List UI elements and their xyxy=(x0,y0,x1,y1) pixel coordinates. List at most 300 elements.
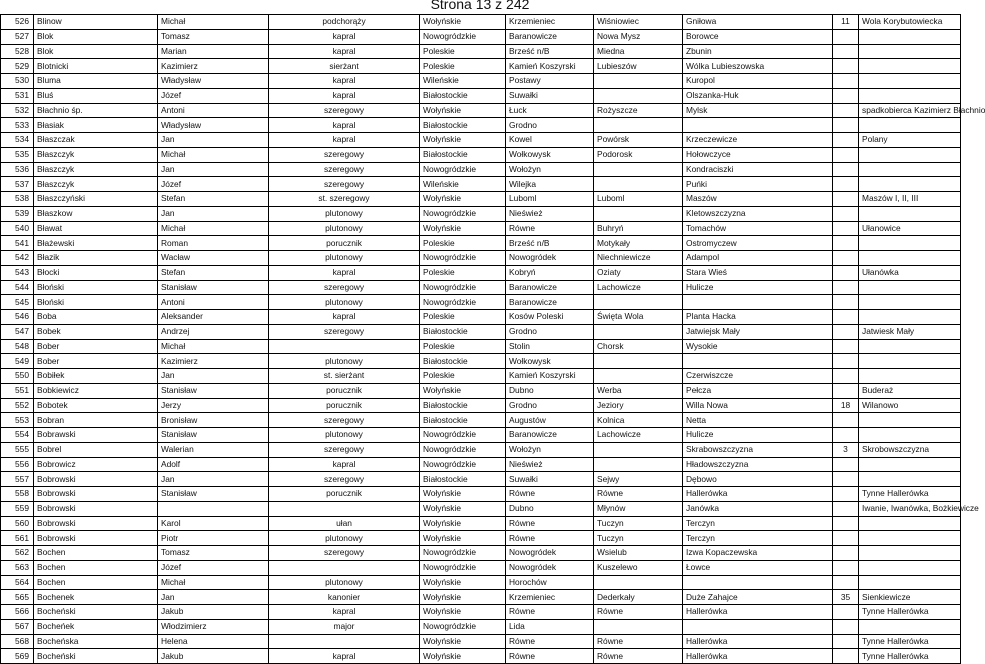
cell-voivodeship: Wołyńskie xyxy=(420,133,506,148)
cell-remarks: Wola Korybutowiecka xyxy=(859,15,961,30)
cell-commune: Buhryń xyxy=(594,221,683,236)
cell-settlement xyxy=(683,354,833,369)
cell-row-number: 540 xyxy=(1,221,34,236)
cell-house-number xyxy=(833,29,859,44)
cell-county: Równe xyxy=(506,649,594,664)
cell-rank: porucznik xyxy=(269,383,420,398)
cell-house-number: 18 xyxy=(833,398,859,413)
cell-house-number xyxy=(833,310,859,325)
cell-row-number: 532 xyxy=(1,103,34,118)
cell-settlement: Jatwiejsk Mały xyxy=(683,324,833,339)
cell-first-name: Tomasz xyxy=(158,29,269,44)
cell-voivodeship: Wileńskie xyxy=(420,177,506,192)
table-row xyxy=(1,251,961,266)
cell-commune xyxy=(594,118,683,133)
cell-commune: Powórsk xyxy=(594,133,683,148)
table-row xyxy=(1,295,961,310)
table-row xyxy=(1,472,961,487)
cell-commune: Kuszelewo xyxy=(594,560,683,575)
cell-first-name: Jan xyxy=(158,472,269,487)
table-row xyxy=(1,44,961,59)
cell-voivodeship: Nowogródzkie xyxy=(420,560,506,575)
cell-commune xyxy=(594,74,683,89)
cell-commune: Kolnica xyxy=(594,413,683,428)
cell-county: Wołkowysk xyxy=(506,354,594,369)
cell-surname: Bober xyxy=(34,339,158,354)
cell-row-number: 553 xyxy=(1,413,34,428)
cell-remarks xyxy=(859,369,961,384)
cell-settlement: Hulicze xyxy=(683,428,833,443)
cell-county: Nowogródek xyxy=(506,560,594,575)
table-row xyxy=(1,531,961,546)
cell-county: Równe xyxy=(506,221,594,236)
cell-house-number xyxy=(833,118,859,133)
cell-voivodeship: Białostockie xyxy=(420,472,506,487)
table-row xyxy=(1,457,961,472)
cell-voivodeship: Wołyńskie xyxy=(420,605,506,620)
cell-county: Wilejka xyxy=(506,177,594,192)
cell-settlement: Zbunin xyxy=(683,44,833,59)
cell-remarks: spadkobierca Kazimierz Błachnio xyxy=(859,103,961,118)
cell-settlement: Willa Nowa xyxy=(683,398,833,413)
cell-rank: plutonowy xyxy=(269,428,420,443)
cell-house-number xyxy=(833,88,859,103)
table-row xyxy=(1,369,961,384)
table-row xyxy=(1,162,961,177)
cell-county: Nieśwież xyxy=(506,206,594,221)
cell-row-number: 531 xyxy=(1,88,34,103)
cell-voivodeship: Poleskie xyxy=(420,339,506,354)
cell-county: Suwałki xyxy=(506,88,594,103)
cell-rank: plutonowy xyxy=(269,295,420,310)
cell-voivodeship: Wołyńskie xyxy=(420,516,506,531)
cell-row-number: 546 xyxy=(1,310,34,325)
cell-county: Równe xyxy=(506,634,594,649)
cell-voivodeship: Nowogródzkie xyxy=(420,546,506,561)
cell-commune: Młynów xyxy=(594,501,683,516)
cell-county: Horochów xyxy=(506,575,594,590)
cell-commune xyxy=(594,177,683,192)
cell-voivodeship: Wołyńskie xyxy=(420,531,506,546)
cell-row-number: 557 xyxy=(1,472,34,487)
cell-rank: szeregowy xyxy=(269,442,420,457)
table-row xyxy=(1,236,961,251)
cell-commune xyxy=(594,295,683,310)
cell-first-name: Stanisław xyxy=(158,280,269,295)
cell-voivodeship: Wileńskie xyxy=(420,74,506,89)
cell-voivodeship: Nowogródzkie xyxy=(420,280,506,295)
cell-surname: Bocheński xyxy=(34,649,158,664)
cell-settlement: Duże Zahajce xyxy=(683,590,833,605)
cell-voivodeship: Poleskie xyxy=(420,59,506,74)
cell-settlement xyxy=(683,619,833,634)
cell-surname: Bochen xyxy=(34,575,158,590)
cell-settlement: Terczyn xyxy=(683,531,833,546)
cell-house-number xyxy=(833,501,859,516)
cell-surname: Bluma xyxy=(34,74,158,89)
cell-surname: Boba xyxy=(34,310,158,325)
cell-voivodeship: Białostockie xyxy=(420,324,506,339)
cell-commune xyxy=(594,575,683,590)
cell-county: Brześć n/B xyxy=(506,236,594,251)
cell-surname: Bluś xyxy=(34,88,158,103)
cell-row-number: 566 xyxy=(1,605,34,620)
cell-remarks: Iwanie, Iwanówka, Bożkiewicze xyxy=(859,501,961,516)
cell-rank: szeregowy xyxy=(269,177,420,192)
cell-first-name: Michał xyxy=(158,339,269,354)
cell-county: Kamień Koszyrski xyxy=(506,369,594,384)
cell-surname: Bobkiewicz xyxy=(34,383,158,398)
table-row xyxy=(1,383,961,398)
cell-settlement: Izwa Kopaczewska xyxy=(683,546,833,561)
cell-county: Grodno xyxy=(506,324,594,339)
cell-surname: Bober xyxy=(34,354,158,369)
cell-house-number xyxy=(833,236,859,251)
table-row xyxy=(1,103,961,118)
cell-voivodeship: Poleskie xyxy=(420,369,506,384)
cell-rank: st. szeregowy xyxy=(269,192,420,207)
cell-remarks: Tynne Hallerówka xyxy=(859,649,961,664)
cell-settlement: Stara Wieś xyxy=(683,265,833,280)
cell-row-number: 564 xyxy=(1,575,34,590)
cell-remarks: Jatwiesk Mały xyxy=(859,324,961,339)
cell-voivodeship: Białostockie xyxy=(420,88,506,103)
cell-remarks xyxy=(859,147,961,162)
cell-remarks: Buderaż xyxy=(859,383,961,398)
cell-house-number xyxy=(833,634,859,649)
cell-house-number xyxy=(833,487,859,502)
cell-first-name: Bronisław xyxy=(158,413,269,428)
cell-house-number xyxy=(833,133,859,148)
cell-first-name: Michał xyxy=(158,15,269,30)
table-row xyxy=(1,575,961,590)
cell-surname: Bobrowski xyxy=(34,516,158,531)
cell-county: Baranowicze xyxy=(506,280,594,295)
cell-surname: Bobran xyxy=(34,413,158,428)
cell-first-name: Andrzej xyxy=(158,324,269,339)
cell-settlement: Kuropol xyxy=(683,74,833,89)
cell-remarks xyxy=(859,531,961,546)
cell-surname: Błazik xyxy=(34,251,158,266)
cell-surname: Bobrel xyxy=(34,442,158,457)
cell-remarks xyxy=(859,206,961,221)
cell-surname: Błoński xyxy=(34,295,158,310)
cell-voivodeship: Nowogródzkie xyxy=(420,29,506,44)
cell-house-number xyxy=(833,428,859,443)
cell-county: Dubno xyxy=(506,383,594,398)
cell-county: Kosów Poleski xyxy=(506,310,594,325)
table-row xyxy=(1,324,961,339)
cell-rank: plutonowy xyxy=(269,221,420,236)
cell-row-number: 561 xyxy=(1,531,34,546)
cell-voivodeship: Białostockie xyxy=(420,354,506,369)
cell-commune xyxy=(594,619,683,634)
table-row xyxy=(1,339,961,354)
cell-row-number: 568 xyxy=(1,634,34,649)
cell-remarks xyxy=(859,413,961,428)
cell-surname: Bochen xyxy=(34,546,158,561)
cell-voivodeship: Nowogródzkie xyxy=(420,442,506,457)
cell-first-name: Józef xyxy=(158,560,269,575)
cell-rank: plutonowy xyxy=(269,251,420,266)
cell-county: Kobryń xyxy=(506,265,594,280)
cell-first-name: Antoni xyxy=(158,295,269,310)
table-row xyxy=(1,398,961,413)
cell-row-number: 543 xyxy=(1,265,34,280)
table-row xyxy=(1,605,961,620)
cell-row-number: 563 xyxy=(1,560,34,575)
cell-rank: szeregowy xyxy=(269,103,420,118)
table-row xyxy=(1,206,961,221)
cell-commune xyxy=(594,88,683,103)
cell-commune: Chorsk xyxy=(594,339,683,354)
cell-settlement: Kletowszczyzna xyxy=(683,206,833,221)
cell-surname: Błaszczyński xyxy=(34,192,158,207)
cell-row-number: 535 xyxy=(1,147,34,162)
cell-surname: Błaszczyk xyxy=(34,147,158,162)
cell-remarks xyxy=(859,560,961,575)
cell-county: Równe xyxy=(506,605,594,620)
cell-rank: szeregowy xyxy=(269,546,420,561)
cell-settlement: Planta Hacka xyxy=(683,310,833,325)
cell-settlement: Ostromyczew xyxy=(683,236,833,251)
cell-remarks xyxy=(859,59,961,74)
cell-row-number: 542 xyxy=(1,251,34,266)
cell-commune: Rożyszcze xyxy=(594,103,683,118)
cell-row-number: 534 xyxy=(1,133,34,148)
cell-settlement xyxy=(683,118,833,133)
cell-commune: Motykały xyxy=(594,236,683,251)
cell-row-number: 529 xyxy=(1,59,34,74)
cell-settlement: Skrabowszczyzna xyxy=(683,442,833,457)
table-row xyxy=(1,413,961,428)
cell-voivodeship: Poleskie xyxy=(420,310,506,325)
cell-county: Kamień Koszyrski xyxy=(506,59,594,74)
cell-voivodeship: Wołyńskie xyxy=(420,575,506,590)
cell-row-number: 547 xyxy=(1,324,34,339)
cell-rank: kapral xyxy=(269,605,420,620)
cell-settlement: Czerwiszcze xyxy=(683,369,833,384)
cell-row-number: 539 xyxy=(1,206,34,221)
cell-settlement xyxy=(683,295,833,310)
cell-house-number xyxy=(833,280,859,295)
cell-remarks xyxy=(859,310,961,325)
cell-rank: szeregowy xyxy=(269,147,420,162)
cell-settlement: Mylsk xyxy=(683,103,833,118)
cell-row-number: 544 xyxy=(1,280,34,295)
cell-row-number: 551 xyxy=(1,383,34,398)
cell-voivodeship: Wołyńskie xyxy=(420,221,506,236)
cell-voivodeship: Białostockie xyxy=(420,147,506,162)
cell-surname: Błasiak xyxy=(34,118,158,133)
cell-settlement: Gniłowa xyxy=(683,15,833,30)
cell-remarks xyxy=(859,236,961,251)
cell-settlement xyxy=(683,575,833,590)
cell-voivodeship: Poleskie xyxy=(420,44,506,59)
cell-voivodeship: Poleskie xyxy=(420,265,506,280)
table-row xyxy=(1,118,961,133)
cell-first-name: Jan xyxy=(158,369,269,384)
cell-house-number xyxy=(833,649,859,664)
cell-settlement: Borowce xyxy=(683,29,833,44)
cell-commune: Niechniewicze xyxy=(594,251,683,266)
cell-first-name: Jakub xyxy=(158,605,269,620)
cell-county: Lida xyxy=(506,619,594,634)
cell-house-number xyxy=(833,74,859,89)
veterans-table xyxy=(0,14,985,664)
cell-settlement: Hallerówka xyxy=(683,487,833,502)
cell-settlement: Janówka xyxy=(683,501,833,516)
cell-row-number: 537 xyxy=(1,177,34,192)
cell-voivodeship: Wołyńskie xyxy=(420,103,506,118)
cell-row-number: 565 xyxy=(1,590,34,605)
cell-remarks: Tynne Hallerówka xyxy=(859,634,961,649)
cell-house-number xyxy=(833,516,859,531)
table-row xyxy=(1,619,961,634)
cell-county: Krzemieniec xyxy=(506,590,594,605)
cell-surname: Blinow xyxy=(34,15,158,30)
cell-voivodeship: Wołyńskie xyxy=(420,192,506,207)
cell-rank: porucznik xyxy=(269,487,420,502)
cell-settlement: Hładowszczyzna xyxy=(683,457,833,472)
cell-surname: Bochenek xyxy=(34,590,158,605)
cell-house-number xyxy=(833,560,859,575)
cell-row-number: 550 xyxy=(1,369,34,384)
cell-rank: kapral xyxy=(269,310,420,325)
cell-surname: Bocheński xyxy=(34,605,158,620)
cell-rank: kapral xyxy=(269,265,420,280)
cell-first-name: Kazimierz xyxy=(158,59,269,74)
cell-settlement: Krzeczewicze xyxy=(683,133,833,148)
cell-first-name: Stanisław xyxy=(158,487,269,502)
cell-rank xyxy=(269,560,420,575)
table-row xyxy=(1,74,961,89)
cell-remarks: Wilanowo xyxy=(859,398,961,413)
cell-county: Równe xyxy=(506,516,594,531)
cell-surname: Błocki xyxy=(34,265,158,280)
cell-county: Łuck xyxy=(506,103,594,118)
cell-row-number: 545 xyxy=(1,295,34,310)
cell-rank: plutonowy xyxy=(269,206,420,221)
cell-rank: major xyxy=(269,619,420,634)
cell-voivodeship: Wołyńskie xyxy=(420,383,506,398)
cell-commune: Dederkały xyxy=(594,590,683,605)
cell-house-number xyxy=(833,147,859,162)
table-row xyxy=(1,634,961,649)
cell-first-name: Aleksander xyxy=(158,310,269,325)
cell-surname: Bochen xyxy=(34,560,158,575)
cell-row-number: 549 xyxy=(1,354,34,369)
cell-voivodeship: Wołyńskie xyxy=(420,649,506,664)
cell-remarks xyxy=(859,251,961,266)
cell-settlement: Łowce xyxy=(683,560,833,575)
cell-rank: plutonowy xyxy=(269,531,420,546)
cell-first-name: Jerzy xyxy=(158,398,269,413)
cell-county: Równe xyxy=(506,487,594,502)
cell-voivodeship: Nowogródzkie xyxy=(420,295,506,310)
table-row xyxy=(1,88,961,103)
cell-row-number: 560 xyxy=(1,516,34,531)
cell-surname: Bobrowski xyxy=(34,501,158,516)
table-row xyxy=(1,221,961,236)
cell-house-number xyxy=(833,162,859,177)
cell-commune xyxy=(594,442,683,457)
cell-voivodeship: Nowogródzkie xyxy=(420,162,506,177)
cell-voivodeship: Białostockie xyxy=(420,398,506,413)
cell-remarks xyxy=(859,295,961,310)
cell-settlement: Tomachów xyxy=(683,221,833,236)
cell-rank: kapral xyxy=(269,44,420,59)
cell-commune xyxy=(594,354,683,369)
cell-row-number: 538 xyxy=(1,192,34,207)
cell-house-number xyxy=(833,295,859,310)
cell-remarks: Ułanowice xyxy=(859,221,961,236)
cell-commune: Lachowicze xyxy=(594,280,683,295)
cell-house-number xyxy=(833,413,859,428)
cell-settlement: Hallerówka xyxy=(683,634,833,649)
cell-first-name: Jan xyxy=(158,162,269,177)
cell-surname: Bocheńska xyxy=(34,634,158,649)
cell-voivodeship: Wołyńskie xyxy=(420,634,506,649)
cell-first-name: Józef xyxy=(158,88,269,103)
cell-rank: szeregowy xyxy=(269,280,420,295)
cell-settlement: Hulicze xyxy=(683,280,833,295)
cell-first-name: Stefan xyxy=(158,265,269,280)
cell-surname: Bławat xyxy=(34,221,158,236)
cell-county: Wołkowysk xyxy=(506,147,594,162)
cell-surname: Blok xyxy=(34,29,158,44)
cell-remarks xyxy=(859,118,961,133)
cell-first-name: Wacław xyxy=(158,251,269,266)
cell-house-number xyxy=(833,221,859,236)
cell-commune: Tuczyn xyxy=(594,516,683,531)
table-row xyxy=(1,192,961,207)
cell-remarks xyxy=(859,88,961,103)
cell-settlement: Hołowczyce xyxy=(683,147,833,162)
cell-remarks: Skrobowszczyzna xyxy=(859,442,961,457)
cell-house-number: 35 xyxy=(833,590,859,605)
cell-first-name: Władysław xyxy=(158,118,269,133)
cell-voivodeship: Białostockie xyxy=(420,413,506,428)
cell-commune: Luboml xyxy=(594,192,683,207)
cell-surname: Błaszkow xyxy=(34,206,158,221)
cell-first-name: Jan xyxy=(158,590,269,605)
cell-house-number xyxy=(833,177,859,192)
cell-rank: kanonier xyxy=(269,590,420,605)
cell-voivodeship: Wołyńskie xyxy=(420,590,506,605)
cell-voivodeship: Białostockie xyxy=(420,118,506,133)
cell-county: Dubno xyxy=(506,501,594,516)
cell-house-number xyxy=(833,324,859,339)
table-row xyxy=(1,501,961,516)
table-row xyxy=(1,428,961,443)
cell-row-number: 552 xyxy=(1,398,34,413)
cell-county: Nowogródek xyxy=(506,251,594,266)
cell-first-name: Jan xyxy=(158,206,269,221)
cell-first-name: Kazimierz xyxy=(158,354,269,369)
cell-settlement: Puńki xyxy=(683,177,833,192)
cell-county: Luboml xyxy=(506,192,594,207)
cell-house-number xyxy=(833,339,859,354)
cell-rank: porucznik xyxy=(269,236,420,251)
cell-county: Baranowicze xyxy=(506,29,594,44)
cell-house-number xyxy=(833,619,859,634)
cell-remarks xyxy=(859,74,961,89)
cell-surname: Bobrawski xyxy=(34,428,158,443)
cell-row-number: 541 xyxy=(1,236,34,251)
table-row xyxy=(1,59,961,74)
table-row xyxy=(1,546,961,561)
